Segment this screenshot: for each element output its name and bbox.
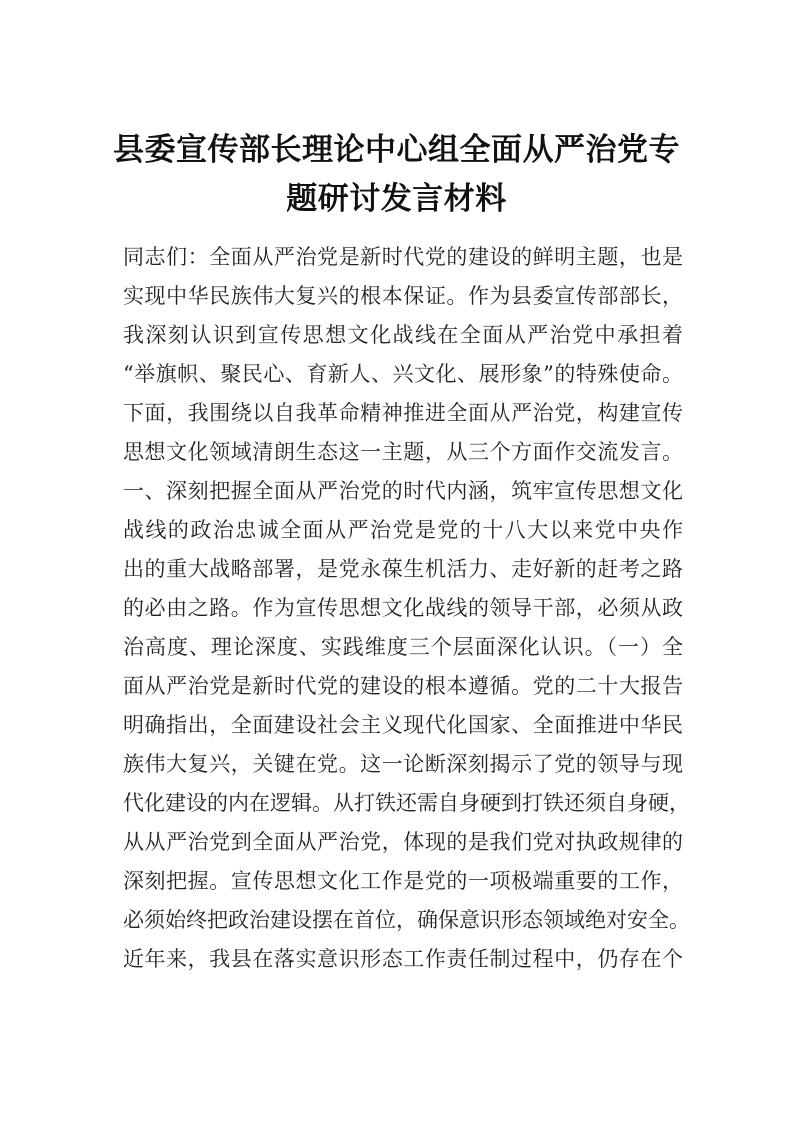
body-line: 族伟大复兴，关键在党。这一论断深刻揭示了党的领导与现 xyxy=(123,752,683,776)
body-line: 战线的政治忠诚全面从严治党是党的十八大以来党中央作 xyxy=(123,518,683,542)
body-line: 思想文化领域清朗生态这一主题，从三个方面作交流发言。 xyxy=(123,440,683,464)
body-line: 近年来，我县在落实意识形态工作责任制过程中，仍存在个 xyxy=(123,947,683,971)
body-line: 面从严治党是新时代党的建设的根本遵循。党的二十大报告 xyxy=(123,674,683,698)
body-line: 的必由之路。作为宣传思想文化战线的领导干部，必须从政 xyxy=(123,596,683,620)
body-line: 同志们：全面从严治党是新时代党的建设的鲜明主题，也是 xyxy=(123,245,683,269)
document-title xyxy=(100,126,693,224)
title-line-1: 县委宣传部长理论中心组全面从严治党专 xyxy=(113,132,680,168)
body-line: 实现中华民族伟大复兴的根本保证。作为县委宣传部部长， xyxy=(123,284,683,308)
body-line: 明确指出，全面建设社会主义现代化国家、全面推进中华民 xyxy=(123,713,683,737)
body-line: 从从严治党到全面从严治党，体现的是我们党对执政规律的 xyxy=(123,830,683,854)
body-line: “举旗帜、聚民心、育新人、兴文化、展形象”的特殊使命。 xyxy=(123,362,683,386)
body-line: 出的重大战略部署，是党永葆生机活力、走好新的赶考之路 xyxy=(123,557,683,581)
title-line-2: 题研讨发言材料 xyxy=(286,181,507,217)
body-line: 下面，我围绕以自我革命精神推进全面从严治党，构建宣传 xyxy=(123,401,683,425)
body-line: 必须始终把政治建设摆在首位，确保意识形态领域绝对安全。 xyxy=(123,908,690,932)
body-line: 一、深刻把握全面从严治党的时代内涵，筑牢宣传思想文化 xyxy=(123,479,683,503)
body-line: 代化建设的内在逻辑。从打铁还需自身硬到打铁还须自身硬， xyxy=(123,791,690,815)
document-body xyxy=(123,238,690,979)
body-line: 我深刻认识到宣传思想文化战线在全面从严治党中承担着 xyxy=(123,323,683,347)
body-line: 治高度、理论深度、实践维度三个层面深化认识。（一）全 xyxy=(123,635,683,659)
body-line: 深刻把握。宣传思想文化工作是党的一项极端重要的工作， xyxy=(123,869,683,893)
